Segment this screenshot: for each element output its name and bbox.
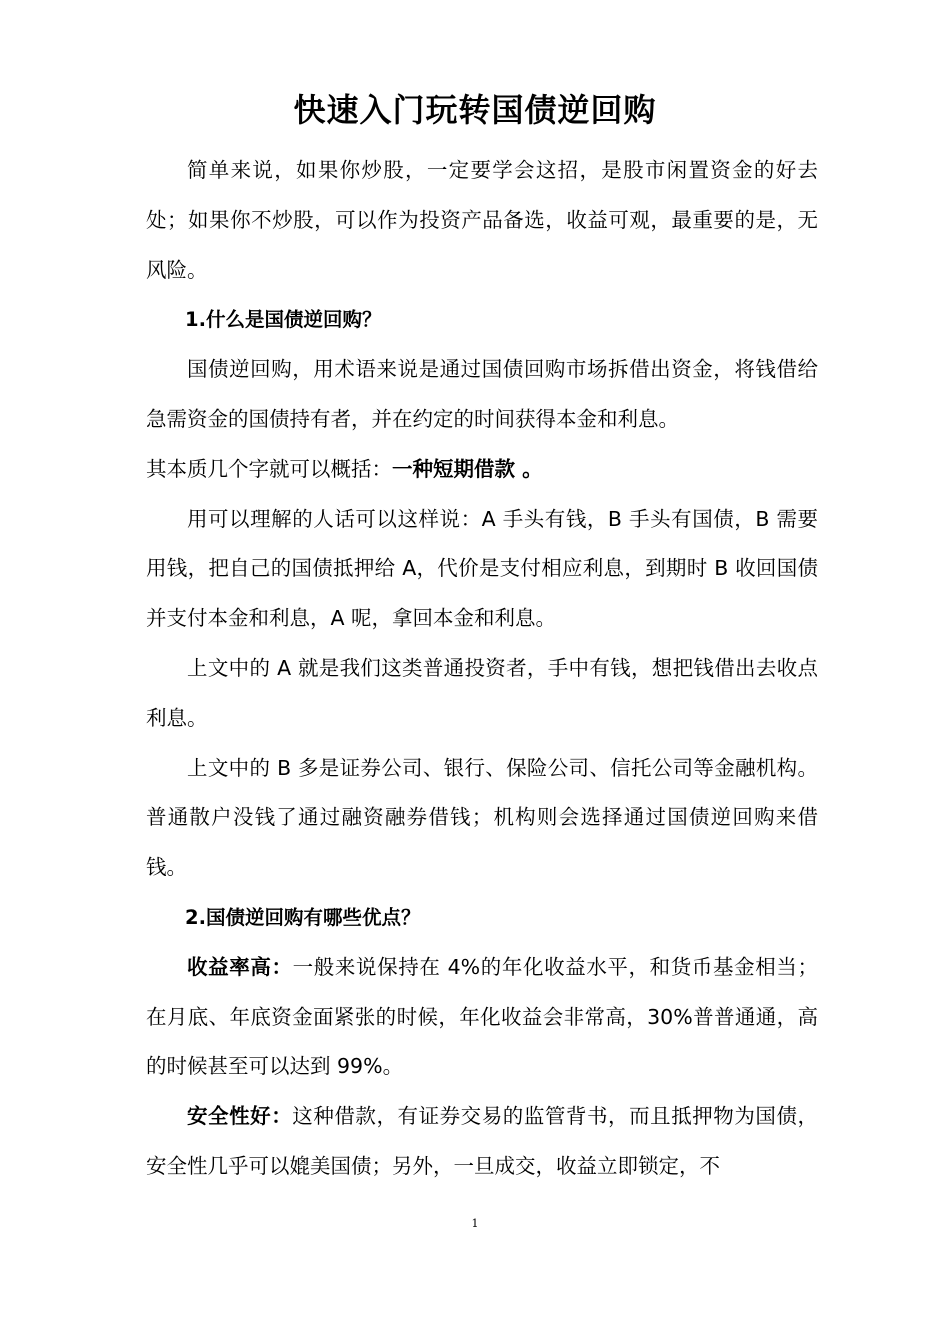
essence-bold-text: 一种短期借款 。: [392, 456, 543, 481]
document-body: [146, 146, 818, 1192]
section1-paragraph-example: 用可以理解的人话可以这样说：A 手头有钱，B 手头有国债，B 需要用钱，把自己的国债抵押给 A，代价是支付相应利息，到期时 B 收回国债并支付本金和利息，A 呢，拿回本金和利息。: [146, 506, 818, 631]
section1-paragraph-definition: 国债逆回购，用术语来说是通过国债回购市场拆借出资金，将钱借给急需资金的国债持有者，并在约定的时间获得本金和利息。: [146, 357, 818, 431]
section1-paragraph-essence: [146, 445, 818, 495]
section1-heading: 1.什么是国债逆回购？: [185, 308, 382, 332]
page-number: 1: [471, 1217, 479, 1230]
section2-heading: 2.国债逆回购有哪些优点？: [185, 905, 421, 929]
section2-paragraph-safety: [146, 1092, 818, 1192]
safety-text: 这种借款，有证券交易的监管背书，而且抵押物为国债，安全性几乎可以媲美国债；另外，一旦成交，收益立即锁定，不: [146, 1104, 819, 1178]
essence-lead-text: 其本质几个字就可以概括：: [146, 456, 392, 481]
section1-paragraph-party-b: 上文中的 B 多是证券公司、银行、保险公司、信托公司等金融机构。普通散户没钱了通过融资融券借钱；机构则会选择通过国债逆回购来借钱。: [146, 755, 818, 880]
document-title: 快速入门玩转国债逆回购: [293, 91, 657, 129]
intro-paragraph: 简单来说，如果你炒股，一定要学会这招，是股市闲置资金的好去处；如果你不炒股，可以作为投资产品备选，收益可观，最重要的是，无风险。: [146, 158, 818, 282]
section1-paragraph-party-a: 上文中的 A 就是我们这类普通投资者，手中有钱，想把钱借出去收点利息。: [146, 655, 818, 730]
safety-label: 安全性好：: [187, 1104, 293, 1129]
yield-text: 一般来说保持在 4%的年化收益水平，和货币基金相当；在月底、年底资金面紧张的时候，年化收益会非常高，30%普普通通，高的时候甚至可以达到 99%。: [146, 954, 819, 1079]
yield-label: 收益率高：: [187, 954, 293, 979]
section2-paragraph-yield: [146, 943, 818, 1092]
